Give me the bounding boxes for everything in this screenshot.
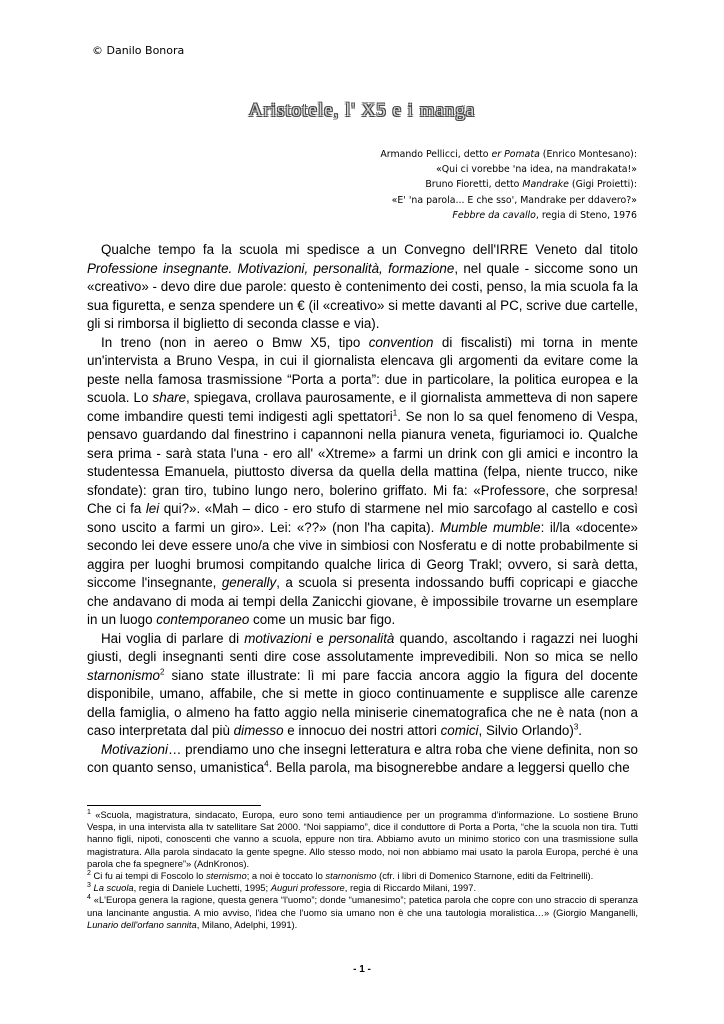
footnote-mark: 1 [87,808,91,816]
footnote-mark: 4 [87,894,91,902]
epigraph-line: «Qui ci vorebbe 'na idea, na mandrakata!» [436,164,637,176]
footnote-ref[interactable]: 3 [573,722,579,732]
footnote: $^2$ Ci fu ai tempi di Foscolo lo sternismo; a noi è toccato lo starnonismo (cfr. i libri di Domenico Starnone, editi da Feltrinelli). [87,869,594,882]
footnote-mark: 3 [87,882,91,890]
article-title: Aristotele, l' X5 e i manga [248,100,476,121]
paragraph: Motivazioni… prendiamo uno che insegni letteratura e altra roba che viene definita, non so con quanto senso, umanistica$^4$. Bella parola, ma bisognerebbe andare a leggersi quello che [87,741,638,775]
footnote: $^3$ La scuola, regia di Daniele Luchetti, 1995; Auguri professore, regia di Riccardo Milani, 1997. [87,882,477,894]
footnote-mark: 2 [87,869,91,877]
footnote: $^1$ «Scuola, magistratura, sindacato, Europa, euro sono temi antiaudience per un programma d'informazione. Lo sostiene Bruno Vespa, in una intervista alla tv satellitare Sat 2000. “Noi sappiamo”, dice il conduttore di Porta a Porta, “che la scuola non tira. Tutti hanno figli, nipoti, conoscenti che vanno a scuola, eppure non tira. Abbiamo avuto un minimo storico con una trasmissione sulla magistratura. Alla parola sindacato la gente spegne. Allo stesso modo, noi non abbiamo mai usato la parola Europa, perché è una parola che fa spegnere”» (AdnKronos). [87,808,638,869]
paragraph: Hai voglia di parlare di motivazioni e personalità quando, ascoltando i ragazzi nei luoghi giusti, degli insegnanti senti dire cose assolutamente imprevedibili. Non so mica se nello starnonismo$^2$ siano state illustrate: lì mi pare faccia ancora aggio la figura del docente disponibile, umano, affabile, che si mette in gioco continuamente e supplisce alle carenze della famiglia, o almeno ha fatto aggio nella miniserie cinematografica che ne è nata (non a caso interpretata dal più dimesso e innocuo dei nostri attori comici, Silvio Orlando)$^3$. [87,630,638,738]
epigraph-line: Bruno Fioretti, detto Mandrake (Gigi Proietti): [425,179,637,191]
footnote-ref[interactable]: 1 [392,408,398,418]
paragraph: Qualche tempo fa la scuola mi spedisce a un Convegno dell'IRRE Veneto dal titolo Professione insegnante. Motivazioni, personalità, formazione, nel quale - siccome sono un «creativo» - devo dire due parole: questo è contenimento dei costi, penso, la mia scuola fa la sua figuretta, e senza spendere un € (il «creativo» si mette davanti al PC, scrive due cartelle, gli si rimborsa il biglietto di seconda classe e via). [87,242,638,331]
page-number: - 1 - [353,964,371,975]
footnote-ref[interactable]: 2 [159,667,165,677]
paragraph: In treno (non in aereo o Bmw X5, tipo convention di fiscalisti) mi torna in mente un'intervista a Bruno Vespa, in cui il giornalista elencava gli argomenti da evitare come la peste nella famosa trasmissione “Porta a porta”: due in particolare, la politica europea e la scuola. Lo share, spiegava, crollava paurosamente, e il giornalista ammetteva di non sapere come imbandire questi temi indigesti agli spettatori$^1$. Se non lo sa quel fenomeno di Vespa, pensavo guardando dal finestrino i capannoni nella pianura veneta, figuriamoci io. Qualche sera prima - sarà stata l'una - ero all' «Xtreme» a farmi un drink con gli amici e incontro la studentessa Emanuela, piuttosto diversa da quella della mattina (felpa, niente trucco, nike sfondate): gran tiro, tubino lungo nero, bolerino griffato. Mi fa: «Professore, che sorpresa! Che ci fa lei qui?». «Mah – dico - ero stufo di starmene nel mio sarcofago al castello e così sono uscito a farmi un giro». Lei: «??» (non l'ha capita). Mumble mumble: il/la «docente» secondo lei deve essere uno/a che vive in simbiosi con Nosferatu e di notte probabilmente si aggira per luoghi brumosi compitando qualche lirica di Georg Trakl; ovvero, si sarà detta, siccome l'insegnante, generally, a scuola si presenta indossando buffi copricapi e giacche che andavano di moda ai tempi della Zanicchi giovane, è impossibile trovarne un esemplare in un luogo contemporaneo come un music bar figo. [87,334,639,627]
copyright-header: © Danilo Bonora [92,44,185,57]
epigraph-line: Febbre da cavallo, regia di Steno, 1976 [452,209,637,221]
footnote-ref[interactable]: 4 [264,759,269,769]
footnotes [87,809,638,931]
epigraph-line: «E' 'na parola... E che sso', Mandrake per ddavero?» [391,194,637,206]
footnote: $^4$ «L'Europa genera la ragione, questa genera “l'uomo”; donde “umanesimo”; patetica parola che copre con uno straccio di speranza una lancinante angustia. A mio avviso, l'idea che l'uomo sia umano non è che una tautologia moralistica…» (Giorgio Manganelli, Lunario dell'orfano sannita, Milano, Adelphi, 1991). [87,894,638,930]
epigraph-line: Armando Pellicci, detto er Pomata (Enrico Montesano): [380,149,637,160]
article-body [87,241,638,778]
footnote-separator [87,805,261,806]
epigraph [157,147,637,223]
